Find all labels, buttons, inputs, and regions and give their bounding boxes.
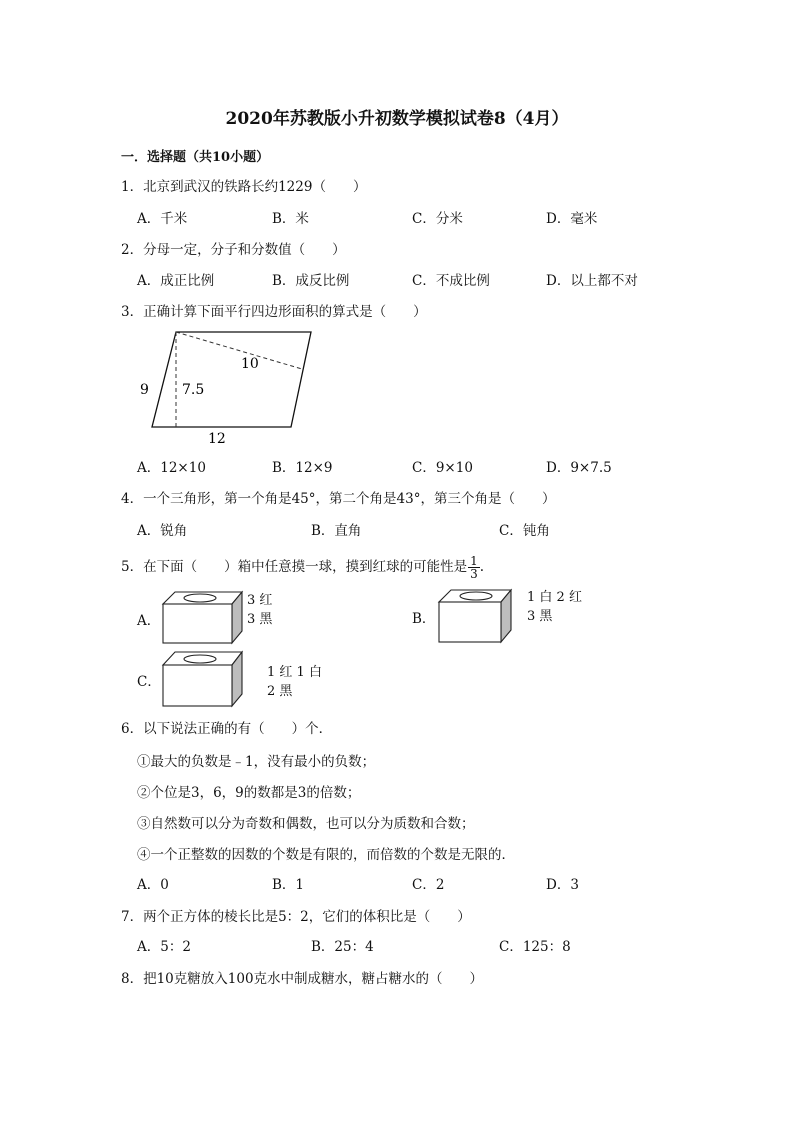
- box-b-line1: 1 白 2 红: [527, 590, 582, 605]
- q7-option-a[interactable]: A．5：2: [137, 939, 191, 955]
- q4-option-a[interactable]: A．锐角: [137, 523, 188, 539]
- diagonal-height-dashed-line: [176, 332, 302, 369]
- fraction-numerator: 1: [470, 554, 478, 568]
- question-4-stem: 4．一个三角形，第一个角是45°，第二个角是43°，第三个角是（ ）: [121, 491, 556, 507]
- question-8-stem: 8．把10克糖放入100克水中制成糖水，糖占糖水的（ ）: [121, 971, 484, 987]
- q3-option-a[interactable]: A．12×10: [137, 460, 206, 476]
- q1-option-a[interactable]: A．千米: [137, 211, 188, 227]
- q3-option-d[interactable]: D．9×7.5: [546, 460, 612, 476]
- question-6-stem: 6．以下说法正确的有（ ）个．: [121, 721, 333, 737]
- question-2-stem: 2．分母一定，分子和分数值（ ）: [121, 242, 346, 258]
- q6-statement-4: ④一个正整数的因数的个数是有限的，而倍数的个数是无限的．: [137, 847, 515, 863]
- q5-option-a-letter[interactable]: A．: [137, 613, 161, 629]
- q2-option-b[interactable]: B．成反比例: [272, 273, 350, 289]
- box-c-contents: [267, 663, 322, 701]
- q7-option-c[interactable]: C．125：8: [499, 939, 571, 955]
- q6-statement-1: ①最大的负数是﹣1，没有最小的负数；: [137, 754, 376, 770]
- q7-option-b[interactable]: B．25：4: [311, 939, 374, 955]
- q6-statement-2: ②个位是3，6，9的数都是3的倍数；: [137, 785, 361, 801]
- q2-option-d[interactable]: D．以上都不对: [546, 273, 638, 289]
- question-1-stem: 1．北京到武汉的铁路长约1229（ ）: [121, 179, 367, 195]
- box-a-line2: 3 黑: [247, 612, 273, 627]
- label-side: 9: [140, 382, 149, 398]
- box-a-icon[interactable]: [160, 587, 246, 647]
- section-heading: 一．选择题（共10小题）: [121, 150, 270, 165]
- question-3-stem: 3．正确计算下面平行四边形面积的算式是（ ）: [121, 304, 427, 320]
- q2-option-c[interactable]: C．不成比例: [412, 273, 490, 289]
- q4-option-b[interactable]: B．直角: [311, 523, 362, 539]
- box-b-icon[interactable]: [436, 585, 522, 645]
- q1-option-b[interactable]: B．米: [272, 211, 309, 227]
- question-5-stem: 5．在下面（ ）箱中任意摸一球，摸到红球的可能性是: [121, 559, 468, 575]
- parallelogram-figure: [130, 325, 330, 450]
- q6-statement-3: ③自然数可以分为奇数和偶数，也可以分为质数和合数；: [137, 816, 475, 832]
- q6-option-a[interactable]: A．0: [137, 877, 169, 893]
- label-diag: 10: [241, 356, 259, 372]
- q6-option-b[interactable]: B．1: [272, 877, 305, 893]
- q1-option-d[interactable]: D．毫米: [546, 211, 598, 227]
- box-c-line2: 2 黑: [267, 684, 293, 699]
- question-5-stem-wrap: [121, 555, 484, 580]
- q3-option-b[interactable]: B．12×9: [272, 460, 333, 476]
- box-b-line2: 3 黑: [527, 609, 553, 624]
- box-a-line1: 3 红: [247, 593, 273, 608]
- q6-option-d[interactable]: D．3: [546, 877, 579, 893]
- q1-option-c[interactable]: C．分米: [412, 211, 463, 227]
- box-c-line1: 1 红 1 白: [267, 665, 322, 680]
- probability-fraction: [468, 555, 480, 580]
- label-base: 12: [208, 431, 226, 447]
- q4-option-c[interactable]: C．钝角: [499, 523, 550, 539]
- question-5-stem-end: .: [479, 559, 485, 575]
- q2-option-a[interactable]: A．成正比例: [137, 273, 215, 289]
- q3-option-c[interactable]: C．9×10: [412, 460, 473, 476]
- box-c-icon[interactable]: [160, 649, 246, 709]
- box-b-contents: [527, 588, 582, 626]
- question-7-stem: 7．两个正方体的棱长比是5：2，它们的体积比是（ ）: [121, 909, 471, 925]
- q6-option-c[interactable]: C．2: [412, 877, 445, 893]
- box-a-contents: [247, 591, 272, 629]
- page-title: 2020年苏教版小升初数学模拟试卷8（4月）: [225, 109, 569, 129]
- fraction-denominator: 3: [470, 567, 478, 581]
- label-height: 7.5: [182, 382, 205, 398]
- q5-option-c-letter[interactable]: C．: [137, 674, 161, 690]
- q5-option-b-letter[interactable]: B．: [412, 611, 436, 627]
